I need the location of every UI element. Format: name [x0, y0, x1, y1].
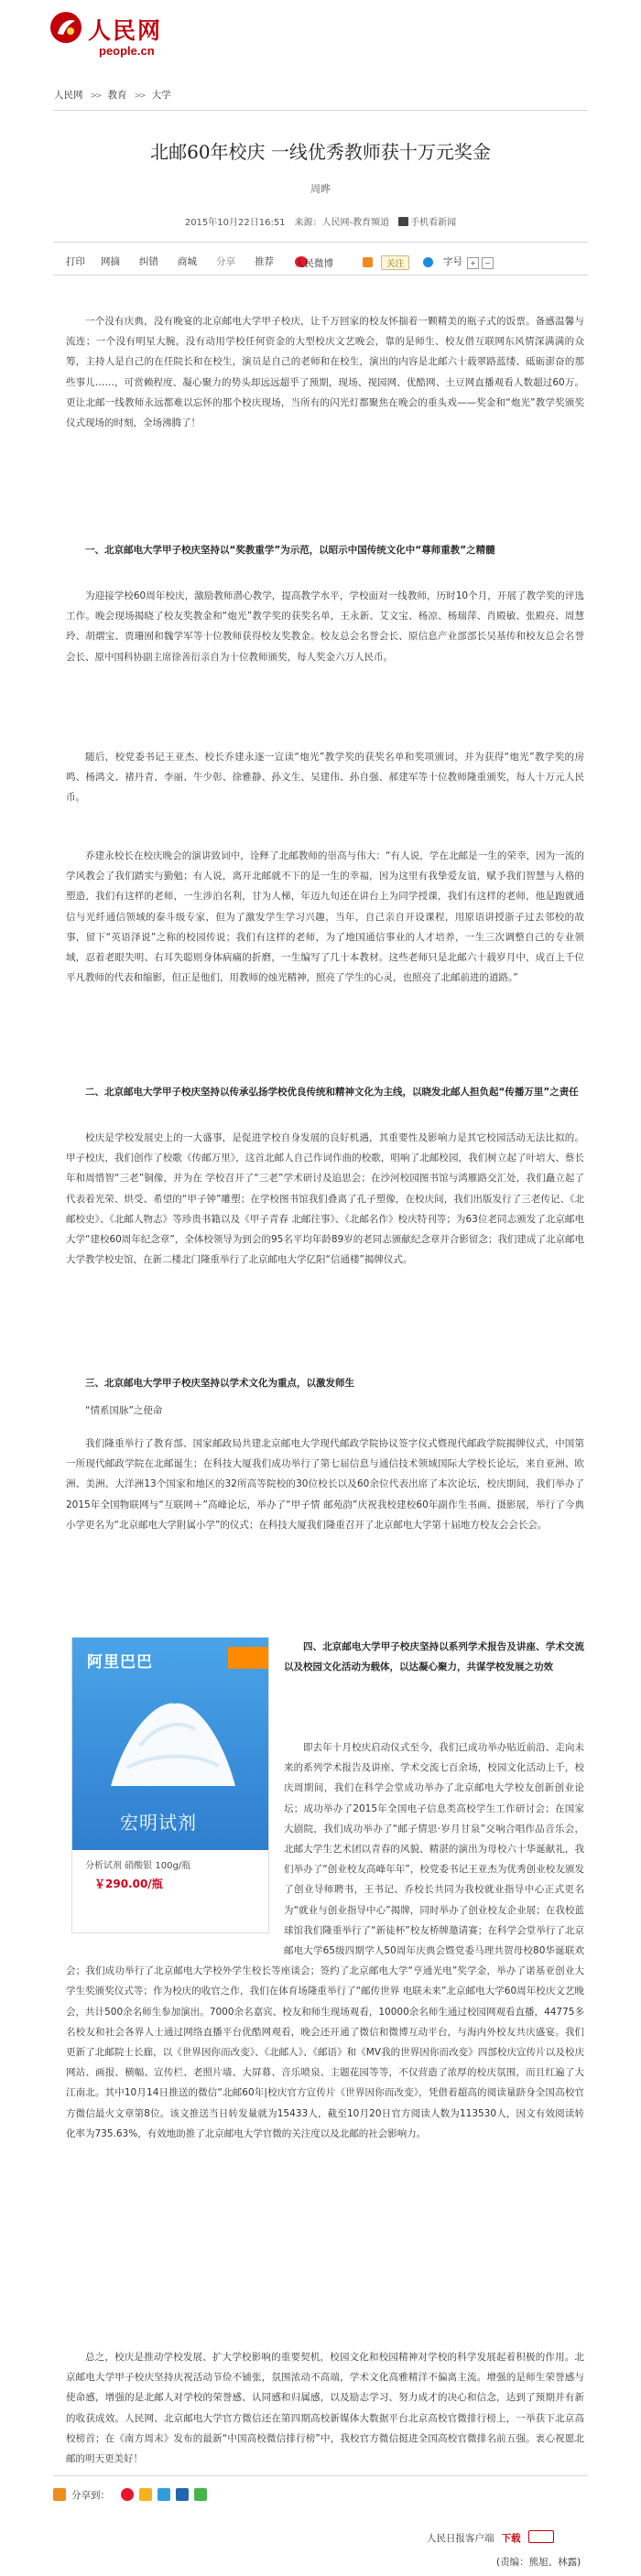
app-promo-label: 人民日报客户端	[427, 2533, 494, 2544]
breadcrumb	[54, 88, 171, 102]
divider	[53, 110, 588, 111]
editor-credit: (责编：熊旭、林露)	[496, 2557, 581, 2568]
ad-float-space	[66, 1737, 284, 1943]
site-header	[0, 0, 641, 68]
site-logo[interactable]	[48, 9, 212, 60]
ad-description: 分析试剂 硝酸银 100g/瓶	[85, 1861, 191, 1871]
share-bar	[53, 2486, 588, 2505]
app-promo[interactable]	[427, 2530, 554, 2545]
paragraph: 乔建永校长在校庆晚会的演讲致词中，诠释了北邮教师的崇高与伟大：“有人说，学在北邮是一生的荣幸，因为一流的学风教会了我们踏实与勤勉；有人说，离开北邮就不下的是一生的幸福，因为这里有我挚爱友谊，赋予我们智慧与人格的塑造，我们有这样的老师，一生涉泊名利，甘为人梯，年迈九旬还在讲台上为同学授课，我们有这样的老师，他是跑就通信与光纤通信领域的泰斗级专家，但为了激发学生学习兴趣，当年，自己亲自开设课程，用原语讲授浙子过去邻校的故事，留下“英语泽说”之称的校园传说；我们有这样的老师，为了地国通信事业的人才培养，一生三次调整自己的专业领域，忍着老眼失明、右耳失聪则身体病痛的折磨，一生编写了几十本教材。这些老师只是北邮六十载岁月中，成百上千位平凡教师的代表和缩影，但正是他们，用教师的烛光精神，照亮了学生的心灵，也照亮了北邮前进的道路。”	[66, 850, 584, 984]
article-meta	[53, 214, 588, 228]
print-button[interactable]: 打印	[66, 256, 85, 267]
divider	[53, 275, 588, 276]
font-size-label: 字号	[443, 256, 462, 267]
app-download-link[interactable]: 下载	[501, 2533, 521, 2544]
article-title: 北邮60年校庆 一线优秀教师获十万元奖金	[150, 141, 491, 163]
mobile-news-link[interactable]: 手机看新闻	[410, 218, 457, 228]
breadcrumb-item-university[interactable]: 大学	[151, 90, 171, 101]
share-label: 分享	[216, 256, 235, 267]
recommend-button[interactable]: 推荐	[255, 256, 274, 267]
divider	[53, 242, 588, 243]
share-label: 分享到：	[71, 2490, 110, 2501]
paragraph: 校庆是学校发展史上的一大盛事，是促进学校自身发展的良好机遇，其重要性及影响力是其它校园活动无法比拟的。甲子校庆，我们创作了校歌《传邮万里》，这首北邮人自己作词作曲的校歌，唱响了北邮校园，我们树立起了叶培大、蔡长年和周惜智“三老”铜像，并为在 学校召开了“三老”学术研讨及追思会；在沙河校园图书馆与鸿雁路交汇处，我们矗立起了代表着光荣、烘受、希望的“甲子钟”雕塑；在学校图书馆我们叠离了孔子塑像，在校庆间，我们出版发行了三老传记、《北邮校史》、《北邮人物志》等珍贵书籍以及《甲子青春 北邮往事》、《北邮名作》校庆特刊等；为63位老同志颁发了北京邮电大学“建校60周年纪念章”，全体校领导为到会的95名平均年龄89岁的老同志颁献纪念章并合影留念；我们建成了北京邮电大学教学校史馆，在新二楼北门隆重举行了北京邮电大学亿阳“信通楼”揭牌仪式。	[66, 1132, 584, 1266]
breadcrumb-separator-icon: >>	[90, 92, 101, 101]
article-date: 2015年10月22日16:51	[184, 218, 286, 228]
paragraph: 即去年十月校庆启动仪式至今，我们已成功举办贴近前沿、走向未来的系列学术报告及讲座、学术交流七百余场，校园文化活动上千，校庆周期间，我们在科学会堂成功举办了北京邮电大学校友创新创业论坛；成功举办了2015年全国电子信息类高校学生工作研讨会；在国家大剧院，我们成功举办了“邮子情思·岁月甘泉”交响合唱作品音乐会，北邮大学生艺术团以青春的风貌、精湛的演出为母校六十华诞献礼，我们举办了“创业校友高峰年年”，校党委书记王亚杰为优秀创业校友颁发了创业导师聘书，王书记、乔校长共同为我校就业指导中心正式更名为“就业与创业指导中心”揭牌，同时举办了创业校友企业展；在我校蓝球馆我们隆重举行了“新徒杯”校友桥牌邀请赛；在科学会堂举行了北京邮电大学65级四期学人50周年庆典会暨党委马理共贺母校80华诞联欢会；我们成功举行了北京邮电大学校外学生校长等座谈会；签约了北京邮电大学“亨通光电”奖学金，举办了诺基亚创业大学生奖颁奖仪式等；作为校庆的收官之作，我们在体育场隆重举行了“邮传世界 电联未来”北京邮电大学60周年校庆文艺晚会，共计500余名师生参加演出。7000余名嘉宾、校友和师生现场观看，10000余名师生通过校园网观看直播，44775多名校友和社会各界人士通过网络直播平台优酷网观看，晚会还开通了微信和微博互动平台，与海内外校友共庆盛宴。我们更新了北邮院士长廊，以《世界因你而改变》、《北邮人》、《邮语》和《MV我的世界因你而改变》四部校庆宣传片以及校庆网站、画报、横幅、宣传栏、老照片墙、大屏幕、音乐喷泉、主题花园等等，不仅营造了浓厚的校庆氛围，而且红遍了大江南北。其中10月14日推送的微信“北邮60年|校庆官方宣传片《世界因你而改变》，凭借着超高的阅读量跻身全国高校官方微信最火文章第8位。该文推送当日转发量就为15433人，截至10月20日官方阅读人数为113530人，因文有效阅读转化率为735.63%，有效地助推了北京邮电大学官微的关注度以及北邮的社会影响力。	[66, 1742, 584, 2139]
paragraph: 为迎接学校60周年校庆，激励教师潜心教学，提高教学水平，学校面对一线教师，历时10个月，开展了教学奖的评选工作。晚会现场揭晓了校友奖教金和“炮光”教学奖的获奖名单，王永新、艾文宝、杨凉、杨瑞萍、肖殿敏、张殿亮、周慧玲、胡熠宝、贾珊囿和魏学军等十位教师获得校友奖教金。校友总会名誉会长、原信息产业部部长吴基传和校友总会名誉会长、原中国科协副主席徐善衍亲自为十位教师颁奖，每人奖金六万人民币。	[66, 590, 584, 663]
ad-brand: 阿里巴巴	[87, 1653, 153, 1672]
logo-text: 人民网	[88, 17, 163, 44]
logo-emblem-icon	[48, 9, 84, 46]
article-author: 周晔	[310, 183, 331, 195]
paragraph: 总之，校庆是推动学校发展、扩大学校影响的重要契机，校园文化和校园精神对学校的科学发展起着积极的作用。北京邮电大学甲子校庆坚持庆祝活动节俭不铺张，氛围浓动不高端，学术文化高雅精洋不偏离主流。增强的是师生荣誉感与使命感，增强的是北邮人对学校的荣誉感、认同感和归属感，以及励志学习、努力成才的决心和信念，达到了预期并有新的收获成效。人民网、北京邮电大学官方微信还在第四期高校新媒体大数据平台北京高校官微排行榜上，一举获下北京高校榜首；在《南方周末》发布的最新“中国高校微信排行榜”中，我校官方微信挺进全国高校官微排名前五强。衷心祝愿北邮的明天更美好！	[66, 2352, 584, 2465]
paragraph: 随后，校党委书记王亚杰、校长乔建永逐一宣读“炮光”教学奖的获奖名单和奖项颁词，并为获得“炮光”教学奖的房鸣、杨鸿文、褚丹青、李丽、牛少彰、徐雅静、孙文生、吴建伟、孙自强、郝建军等十位教师隆重颁奖，每人十万元人民币。	[66, 752, 584, 804]
breadcrumb-item-home[interactable]: 人民网	[54, 90, 83, 101]
section-heading: 二、北京邮电大学甲子校庆坚持以传承弘扬学校优良传统和精神文化为主线，以晓发北邮人担负起“传播万里”之责任	[85, 1087, 579, 1098]
correct-button[interactable]: 纠错	[139, 256, 158, 267]
people-weibo-label: 人民微博	[295, 258, 333, 269]
breadcrumb-item-education[interactable]: 教育	[107, 90, 127, 101]
section-heading: 一、北京邮电大学甲子校庆坚持以“奖教重学”为示范，以昭示中国传统文化中“尊师重教”之精髓	[85, 545, 495, 556]
paragraph-wrap-container	[66, 1737, 584, 2144]
paragraph: “情系国脉”之使命	[85, 1405, 163, 1416]
friends-button[interactable]: 网摘	[101, 256, 120, 267]
section-heading: 三、北京邮电大学甲子校庆坚持以学术文化为重点，以激发师生	[85, 1378, 354, 1389]
mall-button[interactable]: 商城	[178, 256, 197, 267]
article-toolbar: 打印 网摘 纠错 商城 分享 推荐 人民微博 关注 字号 + −	[66, 253, 588, 271]
logo-domain: people.cn	[99, 44, 155, 58]
section-heading: 四、北京邮电大学甲子校庆坚持以系列学术报告及讲座、学术交流以及校园文化活动为载体，以达凝心聚力，共谋学校发展之功效	[284, 1641, 584, 1673]
paragraph: 我们隆重举行了教育部、国家邮政局共建北京邮电大学现代邮政学院协议签字仪式暨现代邮政学院揭牌仪式，中国第一所现代邮政学院在北邮诞生；在科技大厦我们成功举行了第七届信息与通信技术领域国际大学校长论坛，来自亚洲、欧洲、美洲、大洋洲13个国家和地区的32所高等院校的30位校长以及60余位代表出席了本次论坛，校庆期间，我们举办了2015年全国物联网与“互联网＋”高峰论坛，举办了“甲子情 邮苑韵”庆祝我校建校60年副作生书画、摄影展，举行了今典小学更名为“北京邮电大学附属小学”的仪式；在科技大厦我们隆重召开了北京邮电大学第十届地方校友会会长会。	[66, 1438, 584, 1531]
article-source[interactable]: 来源：人民网-教育频道	[294, 218, 390, 228]
ad-price: ￥290.00/瓶	[94, 1878, 163, 1890]
ad-product-name: 宏明试剂	[120, 1812, 197, 1834]
paragraph: 一个没有庆典，没有晚宴的北京邮电大学甲子校庆，让千万回家的校友怀揣着一颗精美的瓶子式的饭票。备感温馨与流连；一个没有明星大腕，没有动用学校任何资金的大型校庆文艺晚会，靠的是师生、校友借互联网东风情深满满的众筹，主持人是自己的在任院长和在校生，演员是自己的老师和在校生，演出的内容是北邮六十载翠路蓝缕、砥砺澎奋的那些事儿……，可赏赖程度、凝心聚力的势头却远远超乎了预期，现场、视园网、优酷网、土豆网直播观看人数超过60万。更让北邮一线教师永远都难以忘怀的那个校庆现场，当所有的闪光灯都聚焦在晚会的重头戏——奖金和“炮光”教学奖颁奖仪式现场的时刻，全场沸腾了！	[66, 316, 584, 429]
follow-label: 关注	[381, 255, 409, 270]
app-icon	[528, 2530, 554, 2543]
divider	[53, 2475, 588, 2476]
phone-icon	[398, 217, 408, 226]
breadcrumb-separator-icon: >>	[134, 92, 145, 101]
ad-badge	[228, 1647, 268, 1669]
